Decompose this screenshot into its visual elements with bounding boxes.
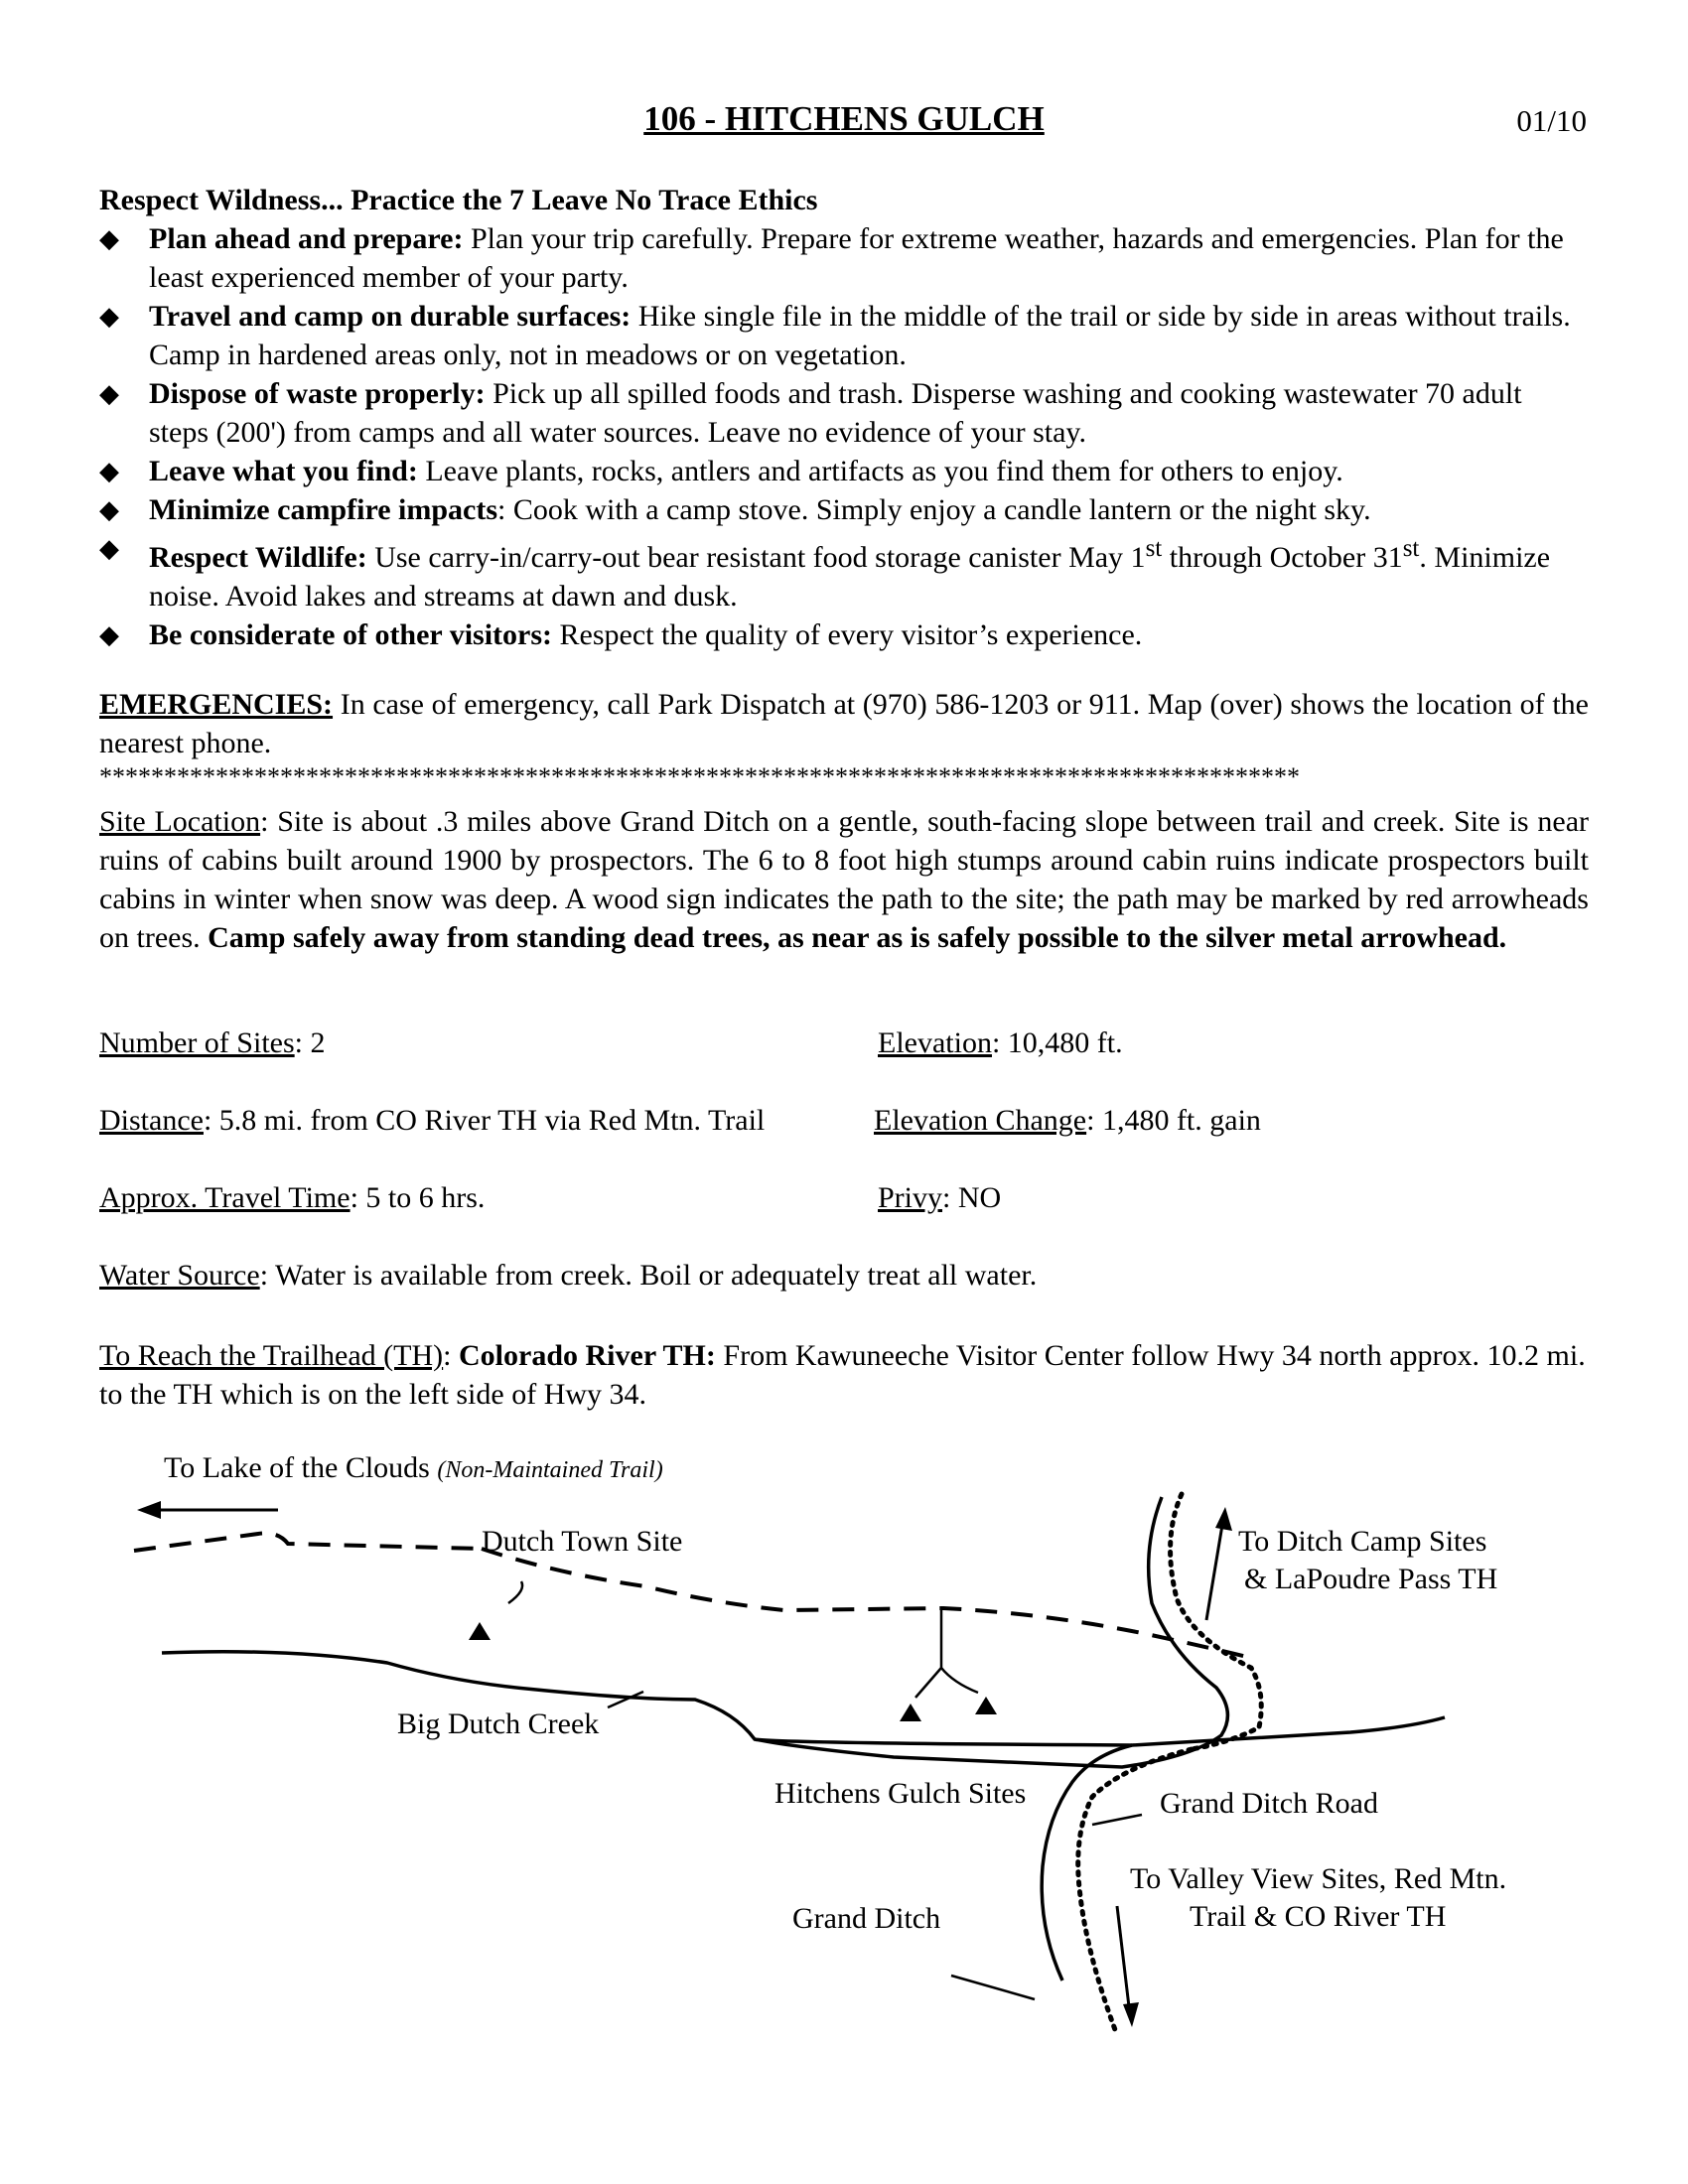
grand-ditch-stream	[1132, 1717, 1445, 1745]
site-pointer-line	[508, 1581, 522, 1603]
emergencies-section	[99, 685, 1589, 762]
lnt-item-campfire: ◆ Minimize campfire impacts: Cook with a camp stove. Simply enjoy a candle lantern or the night sky.	[99, 490, 1589, 529]
non-maintained-trail	[134, 1533, 482, 1551]
trailhead-section: To Reach the Trailhead (TH): Colorado River TH: From Kawuneeche Visitor Center follow Hwy 34 north approx. 10.2 mi. to the TH which is on the left side of Hwy 34.	[99, 1339, 1586, 1411]
main-trail	[482, 1549, 1251, 1658]
ditch-camp-arrow-icon	[1206, 1507, 1232, 1620]
site-location-section	[99, 802, 1589, 957]
trail-map	[0, 1439, 1688, 2055]
creek-pointer-line	[608, 1692, 643, 1707]
page-title: 106 - HITCHENS GULCH	[643, 99, 1045, 138]
road-pointer-line	[1092, 1815, 1142, 1825]
campsite-triangle-icon	[469, 1622, 491, 1640]
leave-no-trace-section	[99, 181, 1589, 654]
grand-ditch-line	[1042, 1745, 1132, 1980]
map-label-valley-view-2: Trail & CO River TH	[1190, 1900, 1447, 1933]
campsite-path	[915, 1606, 978, 1698]
lnt-list	[99, 219, 1589, 654]
lnt-item-visitors: ◆ Be considerate of other visitors: Respect the quality of every visitor’s experience.	[99, 615, 1589, 654]
emergencies-label: EMERGENCIES:	[99, 688, 334, 721]
revision-date: 01/10	[1516, 103, 1587, 138]
site-location-label: Site Location	[99, 805, 261, 838]
water-source-section: Water Source: Water is available from creek. Boil or adequately treat all water.	[99, 1259, 1038, 1292]
field-travel-time: Approx. Travel Time: 5 to 6 hrs.	[99, 1181, 486, 1214]
lnt-heading: Respect Wildness... Practice the 7 Leave No Trace Ethics	[99, 184, 818, 216]
diamond-bullet-icon: ◆	[99, 379, 119, 408]
map-label-hitchens-gulch-sites: Hitchens Gulch Sites	[774, 1777, 1027, 1810]
lake-arrow-icon	[137, 1501, 278, 1519]
map-label-grand-ditch: Grand Ditch	[792, 1902, 941, 1935]
site-location-text: : Site is about .3 miles above Grand Ditch on a gentle, south-facing slope between trail and creek. Site is near ruins of cabins built around 1900 by prospectors. The 6 to 8 foot high stumps around cabin ruins indicate prospectors built cabins in winter when snow was deep. A wood sign indicates the path to the site; the path may be marked by red arrowheads on trees.	[99, 805, 1590, 954]
map-label-valley-view-1: To Valley View Sites, Red Mtn.	[1130, 1862, 1507, 1895]
field-distance: Distance: 5.8 mi. from CO River TH via Red Mtn. Trail	[99, 1104, 766, 1137]
diamond-bullet-icon: ◆	[99, 224, 119, 253]
map-label-big-dutch-creek: Big Dutch Creek	[397, 1707, 600, 1740]
lnt-item-plan: ◆ Plan ahead and prepare: Plan your trip carefully. Prepare for extreme weather, hazards and emergencies. Plan for the least experienced member of your party.	[99, 219, 1589, 297]
diamond-bullet-icon: ◆	[99, 534, 119, 563]
separator-line: *********************************************************************************************	[99, 762, 1300, 791]
field-number-of-sites: Number of Sites: 2	[99, 1026, 326, 1059]
map-label-lake-of-the-clouds: To Lake of the Clouds (Non-Maintained Trail)	[164, 1451, 663, 1484]
lnt-item-leave: ◆ Leave what you find: Leave plants, rocks, antlers and artifacts as you find them for others to enjoy.	[99, 452, 1589, 490]
map-label-ditch-camp-2: & LaPoudre Pass TH	[1244, 1563, 1498, 1595]
field-elevation-change: Elevation Change: 1,480 ft. gain	[874, 1104, 1261, 1137]
map-label-ditch-camp-1: To Ditch Camp Sites	[1238, 1525, 1487, 1558]
field-privy: Privy: NO	[878, 1181, 1002, 1214]
ditch-pointer-line	[951, 1976, 1035, 1999]
campsite-triangle-icon	[975, 1697, 997, 1714]
valley-view-arrow-icon	[1117, 1906, 1139, 2027]
lnt-item-travel: ◆ Travel and camp on durable surfaces: Hike single file in the middle of the trail or side by side in areas without trails. Camp in hardened areas only, not in meadows or on vegetation.	[99, 297, 1589, 374]
lnt-item-wildlife: ◆ Respect Wildlife: Use carry-in/carry-out bear resistant food storage canister May 1st through October 31st. Minimize noise. Avoid lakes and streams at dawn and dusk.	[99, 529, 1589, 615]
diamond-bullet-icon: ◆	[99, 495, 119, 524]
campsite-triangle-icon	[900, 1704, 921, 1721]
diamond-bullet-icon: ◆	[99, 302, 119, 331]
big-dutch-creek	[162, 1497, 1227, 1767]
emergencies-text: In case of emergency, call Park Dispatch at (970) 586-1203 or 911. Map (over) shows the location of the nearest phone.	[99, 688, 1589, 759]
site-location-warning: Camp safely away from standing dead trees, as near as is safely possible to the silver metal arrowhead.	[208, 921, 1507, 954]
field-elevation: Elevation: 10,480 ft.	[878, 1026, 1123, 1059]
diamond-bullet-icon: ◆	[99, 457, 119, 485]
diamond-bullet-icon: ◆	[99, 620, 119, 649]
lnt-item-waste: ◆ Dispose of waste properly: Pick up all spilled foods and trash. Disperse washing and cooking wastewater 70 adult steps (200') from camps and all water sources. Leave no evidence of your stay.	[99, 374, 1589, 452]
map-label-grand-ditch-road: Grand Ditch Road	[1160, 1787, 1378, 1820]
map-label-dutch-town-site: Dutch Town Site	[482, 1525, 683, 1558]
